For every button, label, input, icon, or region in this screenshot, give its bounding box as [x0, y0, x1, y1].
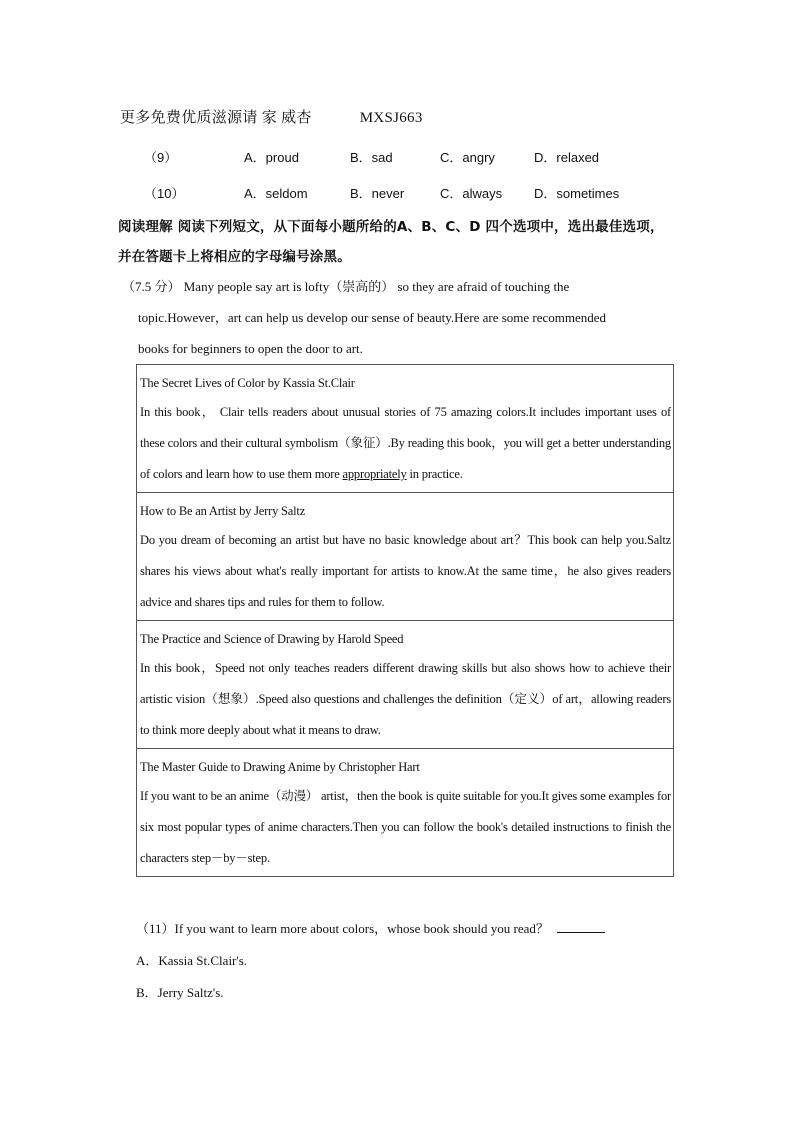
- question-number: （9）: [144, 150, 178, 165]
- instructions-line-1: 阅读理解 阅读下列短文，从下面每小题所给的A、B、C、D 四个选项中，选出最佳选项，: [118, 219, 664, 235]
- book-entry: [137, 365, 673, 493]
- passage-intro: [122, 271, 674, 364]
- book-description: In this book，Speed not only teaches readers different drawing skills but also shows how to achieve their artistic vision（想象）.Speed also questions and challenges the definition（定义）of art，allowing readers to think more deeply about what it means to draw.: [140, 661, 671, 737]
- book-title: The Practice and Science of Drawing by Harold Speed: [140, 632, 404, 646]
- book-entry: [137, 749, 673, 876]
- answer-option-b: B．Jerry Saltz's.: [136, 985, 224, 1000]
- book-entry: [137, 621, 673, 749]
- book-title: How to Be an Artist by Jerry Saltz: [140, 504, 306, 518]
- option-c: C．always: [440, 186, 503, 201]
- answer-option-a: A．Kassia St.Clair's.: [136, 953, 248, 968]
- question-stem: （11）If you want to learn more about colors，whose book should you read？: [136, 921, 549, 936]
- intro-line-2: topic.However，art can help us develop our sense of beauty.Here are some recommended: [138, 310, 607, 325]
- option-b: B．sad: [350, 150, 393, 165]
- option-b: B．never: [350, 186, 405, 201]
- question-number: （10）: [144, 186, 185, 201]
- intro-line-1: （7.5 分） Many people say art is lofty（崇高的） so they are afraid of touching the: [122, 279, 570, 294]
- book-description: If you want to be an anime（动漫） artist，then the book is quite suitable for you.It gives some examples for six most popular types of anime characters.Then you can follow the book's detailed instructions to finish the characters step－by－step.: [140, 789, 671, 865]
- book-entry: [137, 493, 673, 621]
- page-header: [120, 106, 423, 127]
- header-code: MXSJ663: [359, 110, 423, 126]
- question-11: [136, 918, 605, 937]
- book-title: The Master Guide to Drawing Anime by Christopher Hart: [140, 760, 420, 774]
- book-table: [136, 364, 674, 877]
- option-a: A．seldom: [244, 186, 308, 201]
- underlined-word: appropriately: [342, 467, 407, 481]
- instructions-line-2: 并在答题卡上将相应的字母编号涂黑。: [118, 249, 351, 265]
- intro-line-3: books for beginners to open the door to art.: [138, 341, 363, 356]
- header-text: 更多免费优质滋源请 家 威杏: [120, 110, 312, 126]
- book-description-end: in practice.: [409, 467, 463, 481]
- answer-blank: [557, 920, 605, 933]
- option-d: D．sometimes: [534, 186, 620, 201]
- option-a: A．proud: [244, 150, 299, 165]
- book-description: Do you dream of becoming an artist but have no basic knowledge about art？This book can help you.Saltz shares his views about what's really important for artists to know.At the same time，he also gives readers advice and shares tips and rules for them to follow.: [140, 533, 671, 609]
- option-d: D．relaxed: [534, 150, 600, 165]
- book-title: The Secret Lives of Color by Kassia St.Clair: [140, 376, 355, 390]
- option-c: C．angry: [440, 150, 495, 165]
- book-description: In this book， Clair tells readers about unusual stories of 75 amazing colors.It includes important uses of these colors and their cultural symbolism（象征）.By reading this book，you will get a better understanding of colors and learn how to use them more: [140, 405, 671, 481]
